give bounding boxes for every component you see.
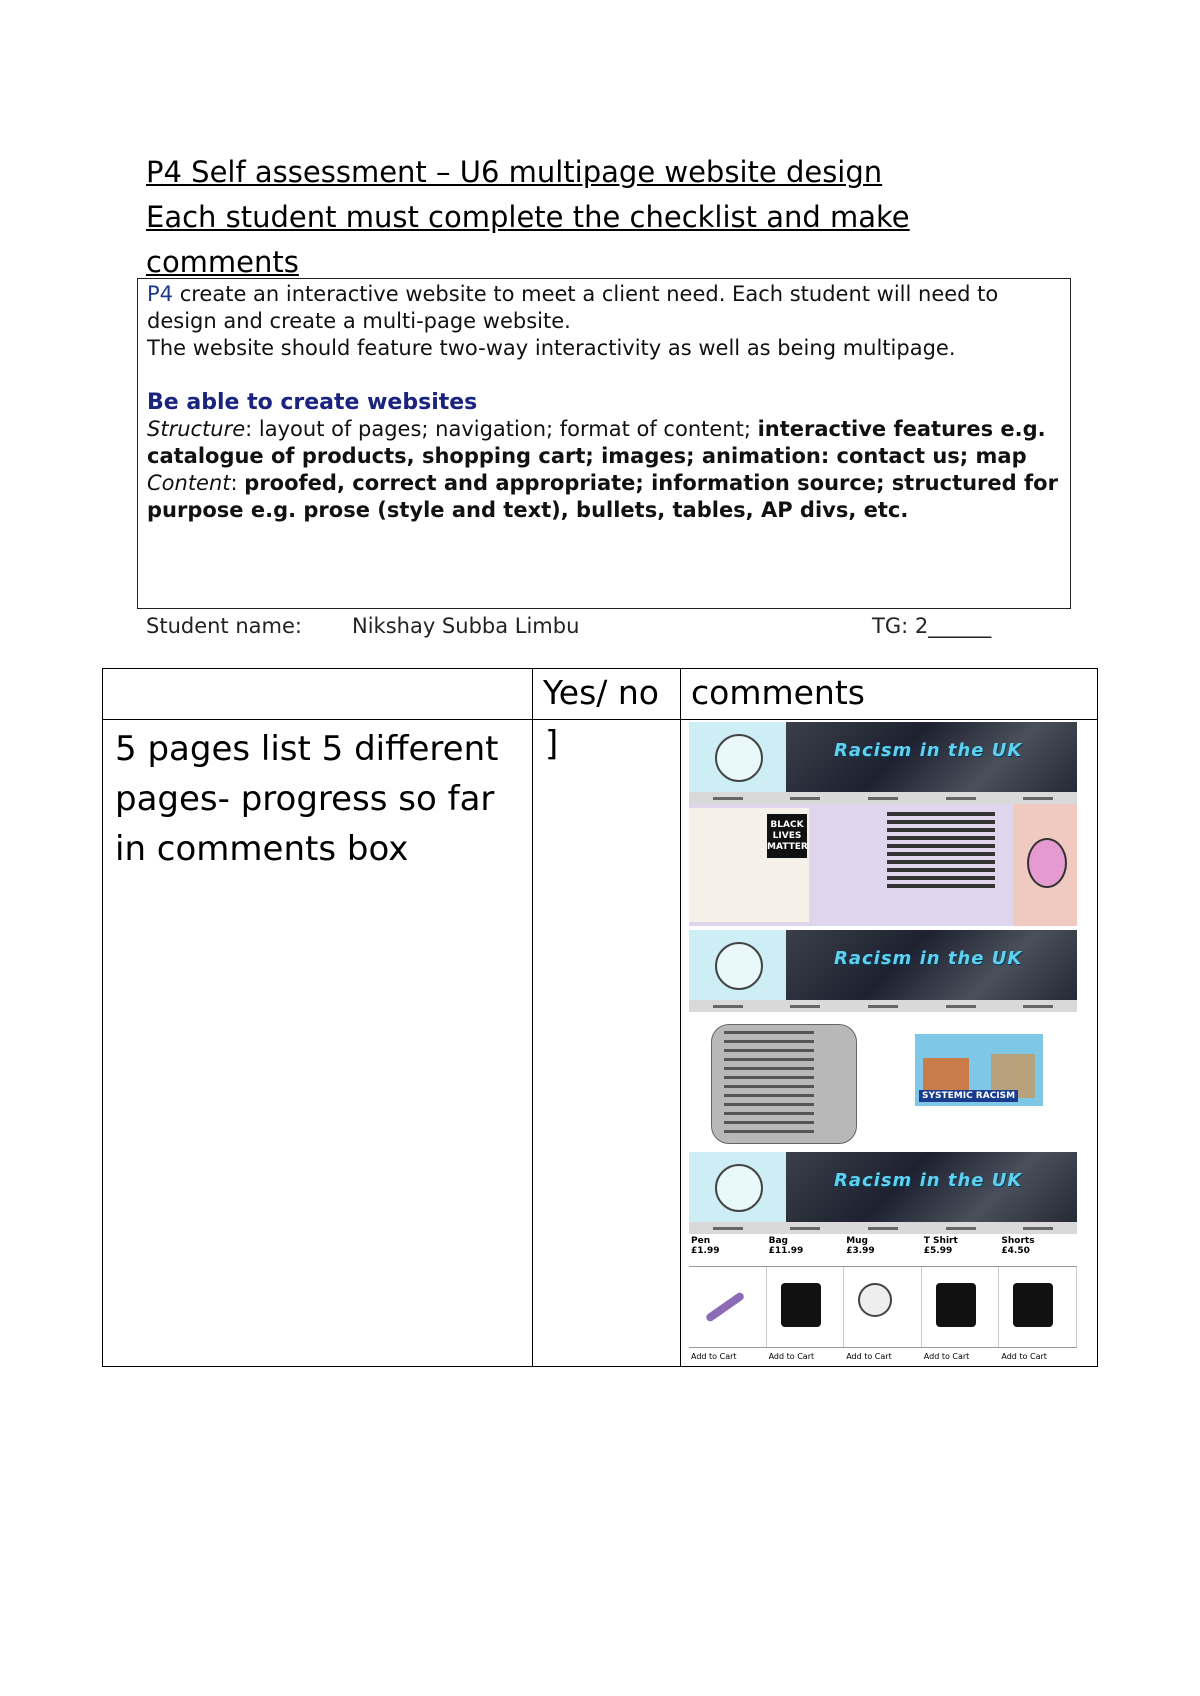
home-page-content-screenshot <box>689 804 1077 926</box>
structure-bold: interactive features e.g. catalogue of products, shopping cart; images; animation: contact us; map <box>147 417 1046 468</box>
product-cell: T Shirt £5.99 <box>923 1236 958 1256</box>
logo-image <box>689 722 786 792</box>
criterion-text: 5 pages list 5 different pages- progress so far in comments box <box>115 729 499 869</box>
header-comments: comments <box>681 669 1098 720</box>
criteria-code: P4 <box>147 282 174 306</box>
content-plain: : <box>230 471 245 495</box>
tshirt-image <box>922 1267 1000 1347</box>
banner-title: Racism in the UK <box>834 948 1023 969</box>
criterion-cell <box>103 720 533 1367</box>
table-row <box>103 720 1098 1367</box>
banner-title: Racism in the UK <box>834 1170 1023 1191</box>
product-images-row <box>689 1267 1077 1347</box>
table-header-row <box>103 669 1098 720</box>
add-to-cart-button: Add to Cart <box>768 1352 815 1361</box>
logo-image <box>689 1152 786 1222</box>
criteria-content <box>147 470 1061 524</box>
blank-line <box>147 362 1061 389</box>
criteria-box <box>137 278 1071 609</box>
heading-line-1: P4 Self assessment – U6 multipage website design <box>146 155 883 189</box>
structure-label: Structure <box>147 417 246 441</box>
logo-image <box>689 930 786 1000</box>
product-cell: Bag £11.99 <box>768 1236 804 1256</box>
shorts-image <box>999 1267 1077 1347</box>
info-card-image <box>711 1024 857 1144</box>
student-name-label: Student name: <box>146 614 302 638</box>
text-block-image <box>887 812 995 892</box>
tutor-group: TG: 2______ <box>872 614 992 638</box>
nav-bar-screenshot <box>689 1222 1077 1234</box>
criteria-interactivity: The website should feature two-way interactivity as well as being multipage. <box>147 336 956 360</box>
heading-line-3: comments <box>146 245 299 279</box>
banner-image <box>786 722 1077 792</box>
bag-image <box>767 1267 845 1347</box>
add-to-cart-button: Add to Cart <box>846 1352 892 1361</box>
product-names-row <box>689 1236 1077 1267</box>
criteria-intro <box>147 281 1061 335</box>
video-thumbnail-image <box>915 1034 1043 1106</box>
product-cell: Mug £3.99 <box>846 1236 875 1256</box>
content-label: Content <box>147 471 231 495</box>
banner-image <box>786 1152 1077 1222</box>
mark-text: ] <box>545 724 559 764</box>
mark-cell[interactable] <box>533 720 681 1367</box>
document-heading <box>146 150 1046 285</box>
protest-sign-image: BLACK LIVES MATTER <box>767 814 807 858</box>
banner-title: Racism in the UK <box>834 740 1023 761</box>
product-cell: Shorts £4.50 <box>1001 1236 1035 1256</box>
nav-bar-screenshot <box>689 792 1077 804</box>
structure-plain: : layout of pages; navigation; format of content; <box>245 417 758 441</box>
criteria-subheading: Be able to create websites <box>147 390 478 415</box>
cart-buttons-row <box>689 1347 1077 1366</box>
add-to-cart-button: Add to Cart <box>1001 1352 1047 1361</box>
video-label: SYSTEMIC RACISM <box>919 1090 1018 1102</box>
shop-page-header-screenshot <box>689 1152 1077 1222</box>
criteria-intro-text: create an interactive website to meet a client need. Each student will need to design and create a multi-page website. <box>147 282 999 333</box>
pen-image <box>689 1267 767 1347</box>
criteria-structure <box>147 416 1061 470</box>
page-2-header-screenshot <box>689 930 1077 1000</box>
shop-catalogue-screenshot <box>689 1236 1077 1366</box>
website-screenshots <box>681 720 1097 1366</box>
mug-image <box>844 1267 922 1347</box>
heading-line-2: Each student must complete the checklist and make <box>146 200 910 234</box>
add-to-cart-button: Add to Cart <box>923 1352 970 1361</box>
content-bold: proofed, correct and appropriate; information source; structured for purpose e.g. prose (style and text), bullets, tables, AP divs, etc. <box>147 471 1058 522</box>
header-criterion <box>103 669 533 720</box>
portrait-image <box>1013 804 1077 926</box>
product-cell: Pen £1.99 <box>691 1236 720 1256</box>
page-2-content-screenshot <box>689 1024 1077 1146</box>
comments-cell <box>681 720 1098 1367</box>
checklist-table <box>102 668 1098 1367</box>
student-name: Nikshay Subba Limbu <box>352 614 580 638</box>
header-yes-no: Yes/ no <box>533 669 681 720</box>
banner-image <box>786 930 1077 1000</box>
nav-bar-screenshot <box>689 1000 1077 1012</box>
home-page-header-screenshot <box>689 722 1077 792</box>
add-to-cart-button: Add to Cart <box>691 1352 737 1361</box>
